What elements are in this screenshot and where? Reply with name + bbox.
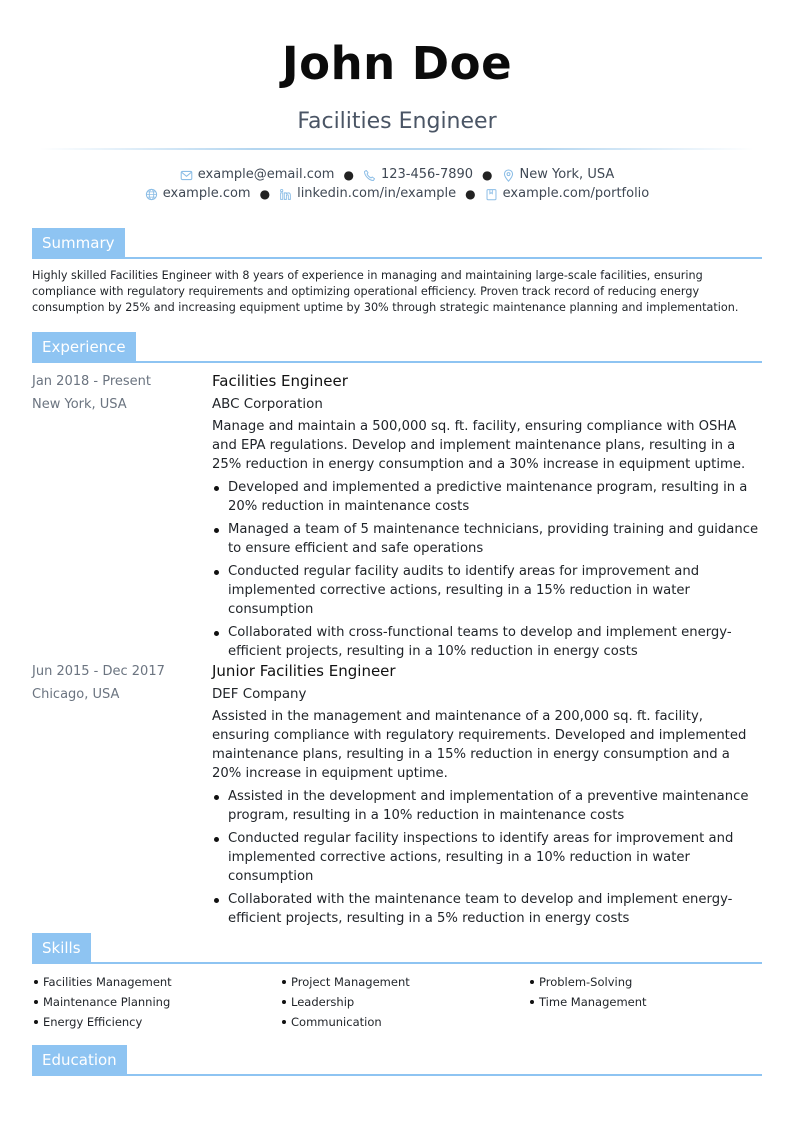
contact-row-primary (0, 166, 794, 184)
experience-bullet: Conducted regular facility audits to identify areas for improvement and implemented corrective actions, resulting in a 15% reduction in water consumption (212, 562, 763, 619)
contact-row-secondary (0, 185, 794, 203)
skill-label: Facilities Management (43, 975, 172, 989)
globe-icon (145, 188, 158, 201)
experience-bullet: Managed a team of 5 maintenance technicians, providing training and guidance to ensure efficient and safe operations (212, 520, 763, 558)
skill-item (280, 973, 528, 991)
contact-linkedin[interactable] (279, 185, 456, 203)
skill-item (280, 1013, 528, 1031)
experience-bullets (212, 787, 763, 928)
portfolio-icon (485, 188, 498, 201)
experience-meta (32, 660, 202, 706)
skills-list (32, 973, 762, 1031)
skill-item (280, 993, 528, 1011)
experience-role: Facilities Engineer (212, 372, 348, 390)
skill-label: Energy Efficiency (43, 1015, 143, 1029)
contact-location-text: New York, USA (519, 167, 615, 182)
skill-label: Communication (291, 1015, 382, 1029)
experience-company: DEF Company (212, 687, 307, 702)
summary-text: Highly skilled Facilities Engineer with 8 years of experience in managing and maintaining large-scale facilities, ensuring compliance with regulatory requirements and optimizing operational efficiency. Proven track record of reducing energy consumption by 25% and increasing equipment uptime by 30% through strategic maintenance planning and implementation. (32, 269, 739, 314)
linkedin-icon (279, 188, 292, 201)
contact-email-text: example@email.com (197, 167, 335, 182)
experience-section-header (32, 332, 762, 364)
bullet-dot (530, 1000, 534, 1004)
skill-item (32, 973, 280, 991)
experience-dates: Jun 2015 - Dec 2017 (32, 664, 165, 679)
experience-bullet: Collaborated with cross-functional teams to develop and implement energy-efficient projects, resulting in a 10% reduction in energy costs (212, 623, 763, 661)
bullet-dot (282, 1020, 286, 1024)
bullet-dot (282, 1000, 286, 1004)
experience-bullet: Conducted regular facility inspections to identify areas for improvement and implemented corrective actions, resulting in a 10% reduction in water consumption (212, 829, 763, 886)
separator-dot: ● (465, 187, 476, 201)
experience-dates: Jan 2018 - Present (32, 374, 151, 389)
section-rule (32, 962, 762, 964)
experience-bullet: Developed and implemented a predictive maintenance program, resulting in a 20% reduction in maintenance costs (212, 478, 763, 516)
summary-section-header (32, 228, 762, 260)
contact-email[interactable] (180, 166, 335, 184)
experience-location: Chicago, USA (32, 687, 120, 702)
education-heading: Education (32, 1045, 127, 1076)
contact-location (502, 166, 615, 184)
experience-details (212, 660, 763, 932)
experience-location: New York, USA (32, 397, 127, 412)
location-pin-icon (502, 169, 515, 182)
skill-item (32, 1013, 280, 1031)
skill-label: Project Management (291, 975, 410, 989)
candidate-title: Facilities Engineer (297, 109, 497, 134)
experience-meta (32, 370, 202, 416)
skill-label: Leadership (291, 995, 355, 1009)
mail-icon (180, 169, 193, 182)
bullet-dot (34, 1020, 38, 1024)
summary-heading: Summary (32, 228, 125, 259)
skill-item (32, 993, 280, 1011)
contact-linkedin-text: linkedin.com/in/example (297, 186, 457, 201)
experience-details (212, 370, 763, 665)
candidate-name: John Doe (281, 37, 513, 90)
section-rule (32, 361, 762, 363)
contact-phone-text: 123-456-7890 (380, 167, 474, 182)
experience-bullet: Collaborated with the maintenance team to develop and implement energy-efficient projects, resulting in a 5% reduction in energy costs (212, 890, 763, 928)
section-rule (32, 1074, 762, 1076)
experience-company: ABC Corporation (212, 397, 323, 412)
section-rule (32, 257, 762, 259)
skill-item (528, 993, 762, 1011)
education-section-header (32, 1045, 762, 1077)
experience-description: Assisted in the management and maintenance of a 200,000 sq. ft. facility, ensuring compliance with regulatory requirements. Developed and implemented maintenance plans, resulting in a 15% reduction in energy consumption and a 20% increase in equipment uptime. (212, 709, 747, 781)
contact-website[interactable] (145, 185, 251, 203)
separator-dot: ● (343, 168, 354, 182)
experience-description: Manage and maintain a 500,000 sq. ft. facility, ensuring compliance with OSHA and EPA regulations. Develop and implement maintenance plans, resulting in a 25% reduction in energy consumption and a 30% increase in equipment uptime. (212, 419, 746, 472)
skills-heading: Skills (32, 933, 91, 964)
experience-role: Junior Facilities Engineer (212, 662, 396, 680)
bullet-dot (34, 1000, 38, 1004)
experience-bullet: Assisted in the development and implementation of a preventive maintenance program, resulting in a 10% reduction in maintenance costs (212, 787, 763, 825)
separator-dot: ● (482, 168, 493, 182)
skill-item (528, 973, 762, 991)
header-divider (40, 148, 754, 150)
skill-label: Maintenance Planning (43, 995, 171, 1009)
phone-icon (363, 169, 376, 182)
skill-label: Problem-Solving (539, 975, 633, 989)
bullet-dot (282, 980, 286, 984)
contact-portfolio-text: example.com/portfolio (502, 186, 650, 201)
experience-heading: Experience (32, 332, 136, 363)
skill-label: Time Management (539, 995, 647, 1009)
bullet-dot (34, 980, 38, 984)
experience-bullets (212, 478, 763, 661)
contact-website-text: example.com (162, 186, 251, 201)
bullet-dot (530, 980, 534, 984)
skills-section-header (32, 933, 762, 965)
separator-dot: ● (259, 187, 271, 201)
contact-phone[interactable] (363, 166, 473, 184)
contact-portfolio[interactable] (485, 185, 650, 203)
